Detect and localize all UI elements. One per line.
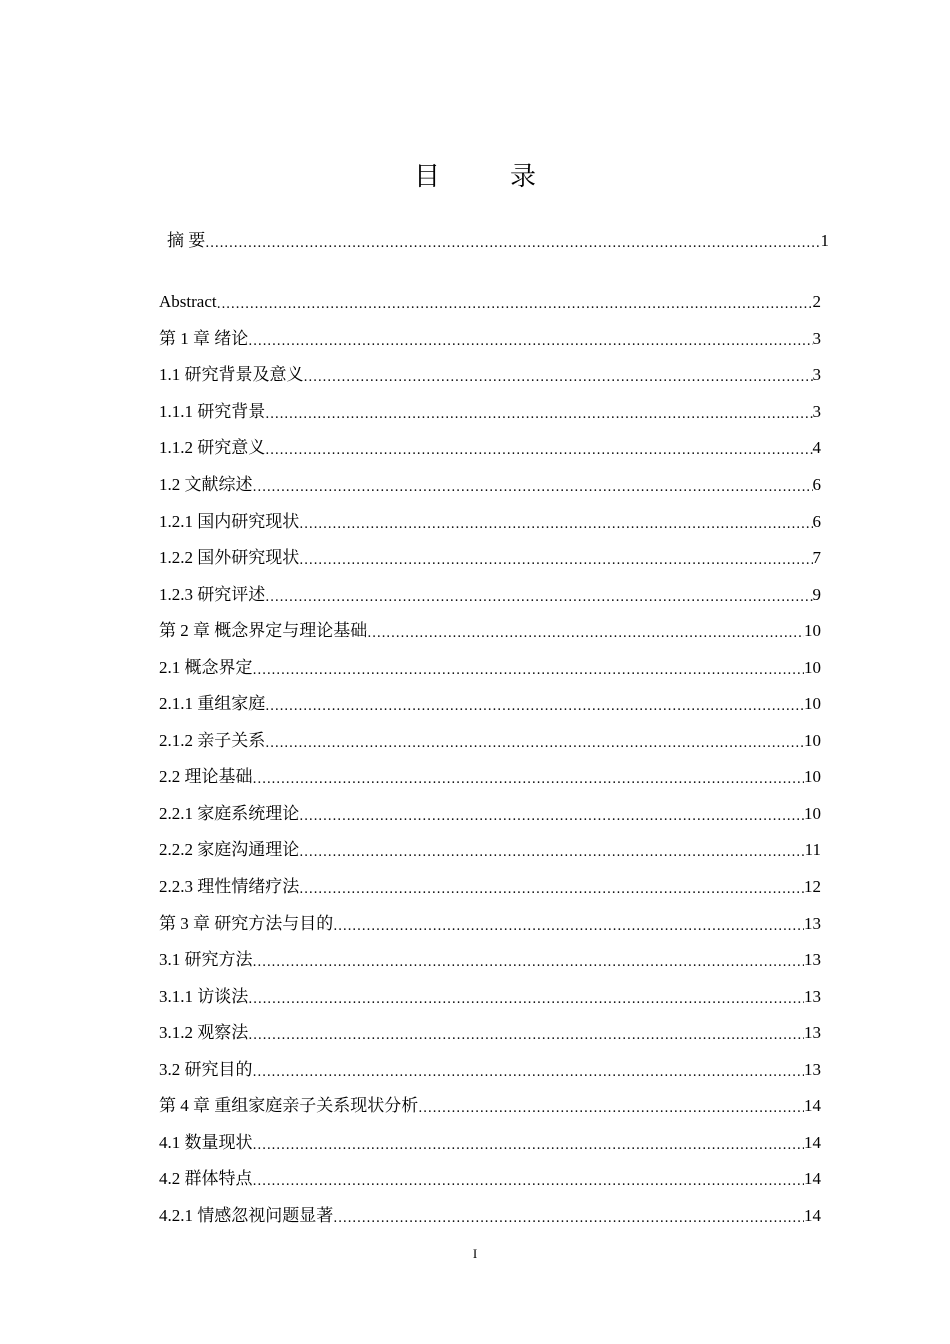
toc-entry-label: 第 1 章 绪论 [159,329,249,348]
toc-entry-page: 13 [804,1060,821,1079]
toc-entry-page: 9 [812,585,821,604]
toc-entry-page: 3 [812,402,821,421]
toc-leader [205,229,820,253]
toc-entry-page: 10 [804,731,821,750]
toc-entry-label: 1.2.3 研究评述 [159,585,266,604]
toc-entry-page: 10 [804,621,821,640]
toc-entry-page: 7 [812,548,821,567]
toc-entry[interactable] [159,912,821,936]
toc-entry-label: 1.1.1 研究背景 [159,402,266,421]
toc-leader [304,363,813,387]
toc-entry-label: 1.2.2 国外研究现状 [159,548,300,567]
toc-entry-label: 4.2.1 情感忽视问题显著 [159,1206,334,1225]
toc-leader [217,290,813,314]
toc-entry-label: 4.2 群体特点 [159,1169,253,1188]
toc-leader [253,765,805,789]
toc-leader [299,510,812,534]
toc-leader [253,1131,805,1155]
toc-entry-label: 3.1 研究方法 [159,950,253,969]
toc-entry-label: 3.1.2 观察法 [159,1023,249,1042]
toc-leader [248,327,812,351]
toc-entry[interactable] [159,400,821,424]
toc-leader [253,948,805,972]
toc-entry-label: 2.2.1 家庭系统理论 [159,804,300,823]
toc-leader [253,1058,805,1082]
toc-entry-page: 14 [804,1169,821,1188]
toc-leader [248,985,804,1009]
toc-leader [253,656,805,680]
toc-leader [418,1094,804,1118]
toc-entry[interactable] [159,948,821,972]
toc-leader [299,546,812,570]
toc-entry-label: 2.2.3 理性情绪疗法 [159,877,300,896]
toc-entry[interactable] [159,765,821,789]
toc-entry[interactable] [159,546,821,570]
toc-leader [248,1021,804,1045]
toc-entry[interactable] [159,1058,821,1082]
toc-entry-page: 3 [812,365,821,384]
toc-entry-label: 4.1 数量现状 [159,1133,253,1152]
toc-entry-label: 3.2 研究目的 [159,1060,253,1079]
toc-entry[interactable] [159,838,821,862]
toc-entry-label: 2.2.2 家庭沟通理论 [159,840,300,859]
toc-entry[interactable] [159,436,821,460]
toc-entry-page: 11 [804,840,821,859]
toc-entry-page: 2 [812,292,821,311]
toc-entry-label: 第 3 章 研究方法与目的 [159,914,334,933]
toc-entry[interactable] [159,1204,821,1228]
toc-entry-page: 6 [812,475,821,494]
toc-entry-page: 14 [804,1206,821,1225]
toc-leader [265,692,804,716]
toc-leader [299,875,804,899]
toc-entry-label: 第 2 章 概念界定与理论基础 [159,621,368,640]
toc-entry[interactable] [159,510,821,534]
toc-entry-page: 14 [804,1133,821,1152]
toc-entry[interactable] [159,802,821,826]
toc-leader [265,436,812,460]
toc-entry[interactable] [159,290,821,314]
toc-entry-label: 2.1.1 重组家庭 [159,694,266,713]
toc-entry[interactable] [167,229,829,253]
toc-entry-label: 第 4 章 重组家庭亲子关系现状分析 [159,1096,419,1115]
toc-entry-label: 2.1 概念界定 [159,658,253,677]
toc-entry-label: 1.1.2 研究意义 [159,438,266,457]
toc-entry-label: 1.2.1 国内研究现状 [159,512,300,531]
toc-leader [265,729,804,753]
toc-entry-label: 1.2 文献综述 [159,475,253,494]
toc-entry-page: 13 [804,950,821,969]
toc-entry[interactable] [159,1131,821,1155]
toc-entry[interactable] [159,692,821,716]
toc-entry[interactable] [159,619,821,643]
page-number-footer: I [472,1246,478,1261]
toc-entry[interactable] [159,985,821,1009]
toc-leader [367,619,804,643]
toc-entry-page: 3 [812,329,821,348]
toc-leader [265,583,812,607]
toc-entry-label: 2.2 理论基础 [159,767,253,786]
toc-entry-page: 13 [804,914,821,933]
toc-leader [265,400,812,424]
toc-leader [299,802,804,826]
toc-entry-page: 10 [804,804,821,823]
toc-entry[interactable] [159,729,821,753]
toc-entry[interactable] [159,656,821,680]
toc-entry[interactable] [159,363,821,387]
toc-entry[interactable] [159,473,821,497]
toc-entry[interactable] [159,875,821,899]
toc-entry[interactable] [159,583,821,607]
toc-leader [333,912,804,936]
toc-entry-label: 1.1 研究背景及意义 [159,365,304,384]
toc-entry-page: 10 [804,658,821,677]
toc-leader [253,1167,805,1191]
toc-entry-label: 3.1.1 访谈法 [159,987,249,1006]
toc-title: 目 录 [413,162,558,192]
toc-entry-page: 13 [804,987,821,1006]
toc-entry[interactable] [159,327,821,351]
toc-entry-page: 12 [804,877,821,896]
toc-entry-label: 2.1.2 亲子关系 [159,731,266,750]
toc-entry[interactable] [159,1167,821,1191]
toc-entry-page: 13 [804,1023,821,1042]
toc-entry[interactable] [159,1021,821,1045]
toc-entry-label: 摘 要 [167,231,206,250]
toc-entry-page: 14 [804,1096,821,1115]
toc-leader [333,1204,804,1228]
toc-entry-page: 1 [820,231,829,250]
toc-leader [299,838,804,862]
toc-leader [253,473,813,497]
toc-entry-page: 10 [804,767,821,786]
toc-entry[interactable] [159,1094,821,1118]
toc-entry-page: 4 [812,438,821,457]
toc-entry-label: Abstract [159,292,217,311]
toc-entry-page: 10 [804,694,821,713]
toc-entry-page: 6 [812,512,821,531]
